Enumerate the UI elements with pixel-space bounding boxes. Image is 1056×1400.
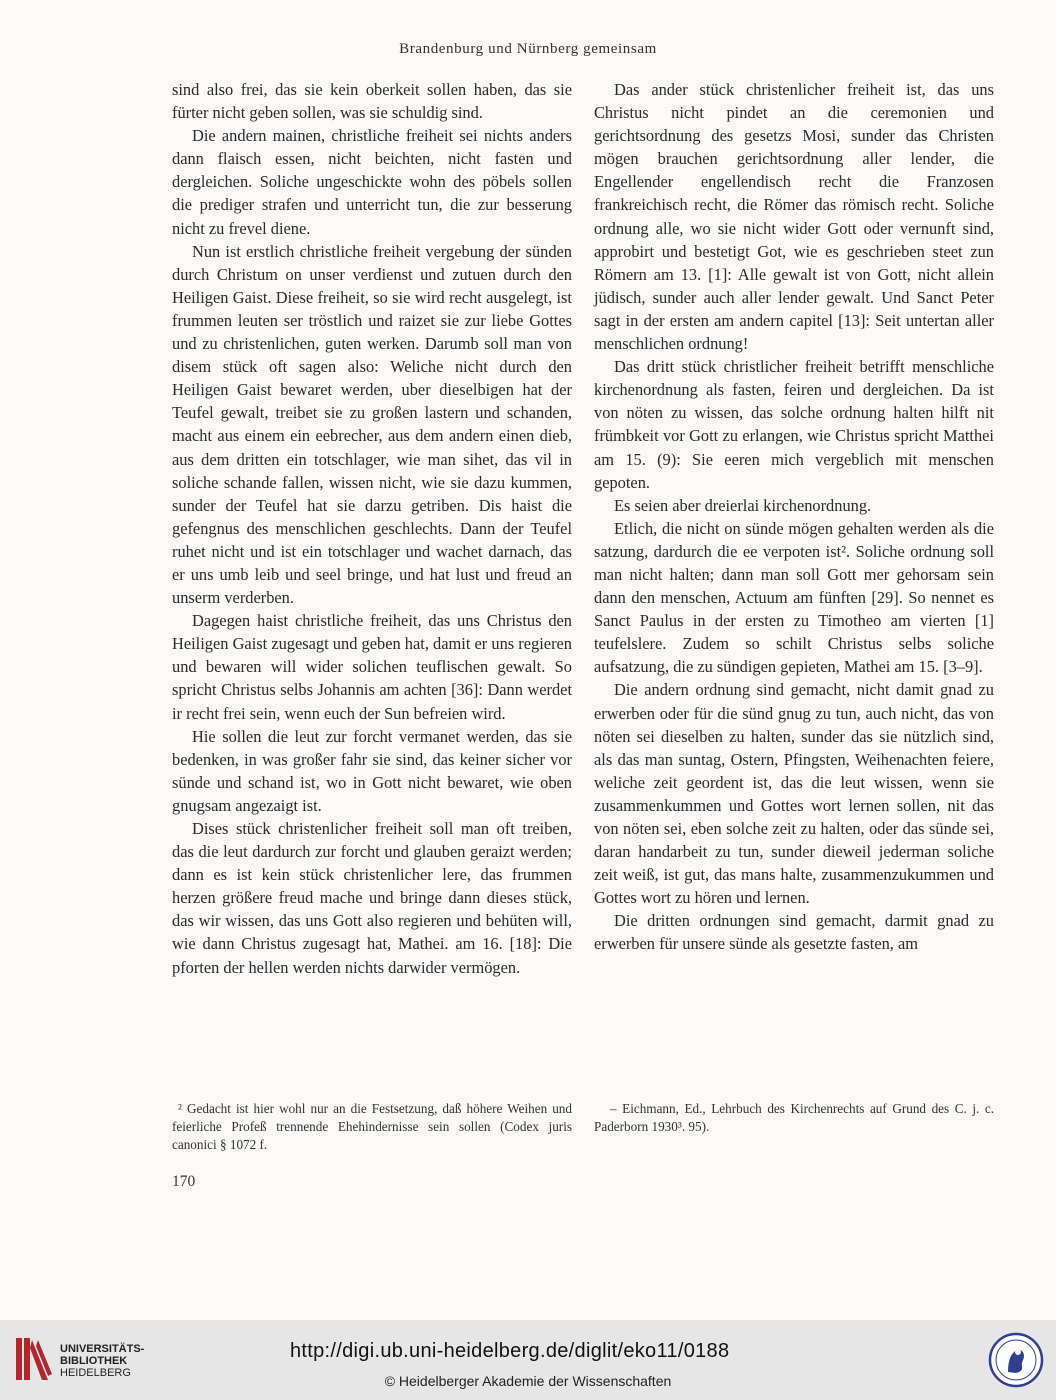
library-name-line: UNIVERSITÄTS- <box>60 1343 145 1355</box>
library-name-line: HEIDELBERG <box>60 1367 131 1379</box>
academy-seal-icon <box>988 1332 1044 1388</box>
copyright-notice: © Heidelberger Akademie der Wissenschaften <box>384 1373 672 1389</box>
footnote-left: ² Gedacht ist hier wohl nur an die Festsetzung, daß höhere Weihen und feierliche Profeß trennende Ehehindernisse sein sollen (Codex juris canonici § 1072 f. <box>172 1101 572 1152</box>
paragraph: Die andern ordnung sind gemacht, nicht damit gnad zu erwerben oder für die sünd gnug zu tun, auch nicht, das von nöten sei dieselben zu halten, sunder das sie nützlich sind, als das man suntag, Ostern, Pfingsten, Weihenachten feiere, weliche zeit geordent ist, das die leut wissen, wenn sie zusammenkummen und Gottes wort lernen sollen, nit das von nöten sei, eben solche zeit zu halten, oder das sünde sei, daran handarbeit zu tun, sunder dieweil jederman soliche zeit weiß, ist gut, das mans halte, zusammenzukummen und Gottes wort zu hören und lernen. <box>594 680 994 908</box>
right-column <box>594 78 994 956</box>
footnote-right: – Eichmann, Ed., Lehrbuch des Kirchenrechts auf Grund des C. j. c. Paderborn 1930³. 95). <box>594 1101 994 1134</box>
permalink-url[interactable]: http://digi.ub.uni-heidelberg.de/diglit/eko11/0188 <box>290 1340 730 1362</box>
paragraph: Es seien aber dreierlai kirchenordnung. <box>614 495 872 515</box>
paragraph: Nun ist erstlich christliche freiheit vergebung der sünden durch Christum on unser verdienst und zutuen durch den Heiligen Gaist. Diese freiheit, so sie wird recht ausgelegt, ist frummen leuten ser tröstlich und raizet sie zur liebe Gottes und zu christenlichen, guten werken. Darumb soll man von disem stück oft sagen also: Weliche nicht durch den Heiligen Gaist bewaret werden, uber dieselbigen hat der Teufel gewalt, treibet sie zu großen lastern und schanden, macht aus einem ein eebrecher, aus dem andern einen dieb, aus dem dritten ein totschlager, wie man sihet, das vil in soliche schande fallen, wissen nicht, wie sie dazu kummen, sunder der Teufel hat sie darzu getriben. Dis haist die gefengnus des menschlichen geschlechts. Dann der Teufel ruhet nicht und ist ein totschlager und wachet darnach, das er uns umb leib und seel bringe, und hat lust und freud an unserm verderben. <box>172 241 572 608</box>
paragraph: Etlich, die nicht on sünde mögen gehalten werden als die satzung, dardurch die ee verpoten ist². Soliche ordnung soll man nicht halten; dann man soll Gott mer gehorsam sein dann den menschen, Actuum am fünften [29]. So nennet es Sanct Paulus in der ersten zu Timotheo am vierten [1] teufelslere. Zudem so schilt Christus selbs soliche aufsatzung, die zu sündigen gepieten, Mathei am 15. [3–9]. <box>594 518 994 677</box>
paragraph: Hie sollen die leut zur forcht vermanet werden, das sie bedenken, in was großer fahr sie sind, das keiner sicher vor sünde und schand ist, wo in Gott nicht bewaret, wie oben gnugsam angezaigt ist. <box>172 726 572 815</box>
page-number: 170 <box>172 1173 196 1190</box>
running-title: Brandenburg und Nürnberg gemeinsam <box>399 41 657 57</box>
paragraph: Das dritt stück christlicher freiheit betrifft menschliche kirchenordnung als fasten, feiren und dergleichen. Da ist von nöten zu wissen, das solche ordnung halten hilft nit frümbkeit vor Gott zu erlangen, wie Christus spricht Matthei am 15. (9): Sie eeren mich vergeblich mit menschen gepoten. <box>594 357 994 492</box>
left-column <box>172 78 572 979</box>
paragraph: sind also frei, das sie kein oberkeit sollen haben, das sie fürter nicht geben sollen, was sie schuldig sind. <box>172 80 572 123</box>
paragraph: Das ander stück christenlicher freiheit ist, das uns Christus nicht pindet an die ceremonien und gerichtsordnung des gesetzs Mosi, sunder das Christen mögen brauchen gerichtsordnung aller lender, die Engellender engellendisch recht die Franzosen frankreichisch recht, die Römer das römisch recht. Soliche ordnung alle, wo sie nicht wider Gott oder vernunft sind, approbirt und bestetigt Got, wie es geschrieben steet zun Römern am 13. [1]: Alle gewalt ist von Gott, nicht allein jüdisch, sunder auch aller lender gewalt. Und Sanct Peter sagt in der ersten am andern capitel [13]: Seit untertan aller menschlichen ordnung! <box>594 80 994 354</box>
paragraph: Die andern mainen, christliche freiheit sei nichts anders dann flaisch essen, nicht beichten, nicht fasten und dergleichen. Soliche ungeschickte wohn des pöbels sollen die prediger strafen und unterricht tun, die zur besserung nicht zu frevel diene. <box>172 126 572 238</box>
paragraph: Dises stück christenlicher freiheit soll man oft treiben, das die leut dardurch zur forcht und glauben geraizt werden; dann es ist kein stück christenlicher lere, das frummen herzen größere freud mache und bringe dann dieses stück, das wir wissen, das uns Gott also regieren und behüten will, wie dann Christus zugesagt hat, Mathei. am 16. [18]: Die pforten der hellen werden nichts darwider vermögen. <box>172 819 572 977</box>
paragraph: Die dritten ordnungen sind gemacht, darmit gnad zu erwerben für unsere sünde als gesetzte fasten, am <box>594 911 994 954</box>
paragraph: Dagegen haist christliche freiheit, das uns Christus den Heiligen Gaist zugesagt und geben hat, damit er uns regieren und bewaren will wider solichen teuflischen gewalt. So spricht Christus selbs Johannis am achten [36]: Dann werdet ir recht frei sein, wenn euch der Sun befreien wird. <box>172 611 572 723</box>
library-name-line: BIBLIOTHEK <box>60 1355 128 1367</box>
